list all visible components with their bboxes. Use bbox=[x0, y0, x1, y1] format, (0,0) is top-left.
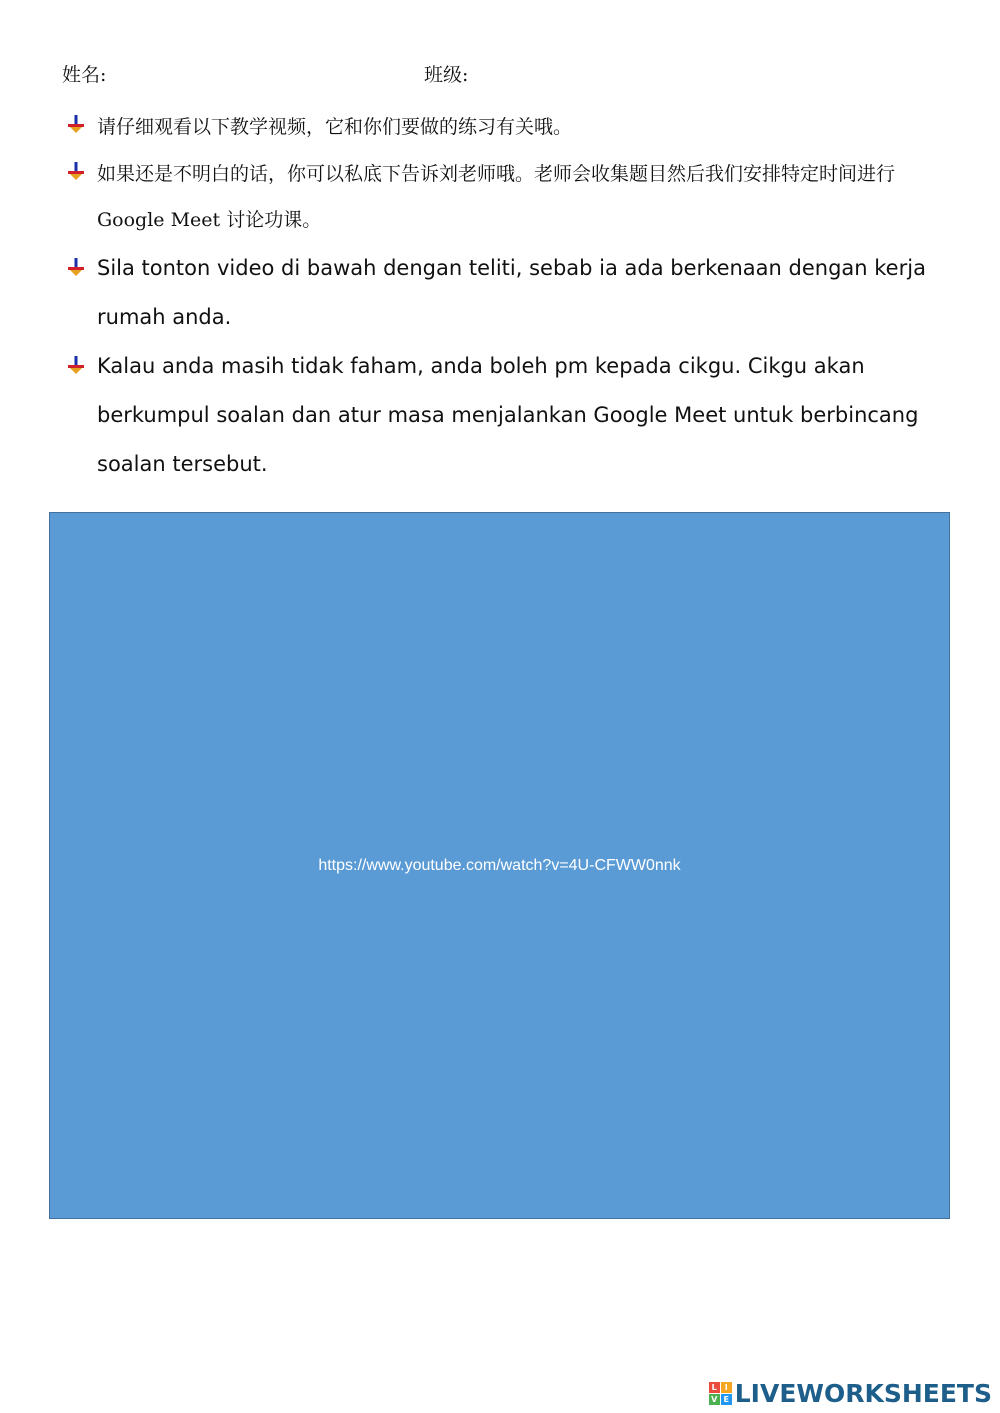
video-embed[interactable] bbox=[49, 512, 950, 1219]
logo-badge-letter: I bbox=[721, 1382, 732, 1393]
class-label: 班级: bbox=[424, 64, 469, 86]
arrow-down-icon bbox=[66, 161, 86, 181]
instruction-item bbox=[66, 342, 946, 489]
instruction-item bbox=[66, 151, 946, 243]
name-label: 姓名: bbox=[62, 64, 107, 86]
video-link[interactable]: https://www.youtube.com/watch?v=4U-CFWW0nnk bbox=[318, 856, 681, 874]
instruction-item bbox=[66, 244, 946, 342]
instruction-text: 请仔细观看以下教学视频，它和你们要做的练习有关哦。 bbox=[97, 116, 573, 138]
instruction-text: 如果还是不明白的话，你可以私底下告诉刘老师哦。老师会收集题目然后我们安排特定时间进行 Google Meet 讨论功课。 bbox=[97, 163, 896, 231]
logo-badge-letter: V bbox=[709, 1394, 720, 1405]
instruction-text: Kalau anda masih tidak faham, anda boleh pm kepada cikgu. Cikgu akan berkumpul soalan dan atur masa menjalankan Google Meet untuk berbincang soalan tersebut. bbox=[97, 354, 919, 476]
liveworksheets-logo bbox=[709, 1379, 992, 1407]
instruction-list bbox=[66, 104, 946, 489]
logo-wordmark: LIVEWORKSHEETS bbox=[734, 1378, 992, 1408]
instruction-item bbox=[66, 104, 946, 150]
logo-badge-letter: L bbox=[709, 1382, 720, 1393]
arrow-down-icon bbox=[66, 114, 86, 134]
worksheet-header bbox=[62, 60, 960, 90]
instruction-text: Sila tonton video di bawah dengan teliti, sebab ia ada berkenaan dengan kerja rumah anda. bbox=[97, 256, 926, 329]
arrow-down-icon bbox=[66, 257, 86, 277]
logo-badge-letter: E bbox=[721, 1394, 732, 1405]
logo-badge bbox=[709, 1382, 732, 1405]
arrow-down-icon bbox=[66, 355, 86, 375]
